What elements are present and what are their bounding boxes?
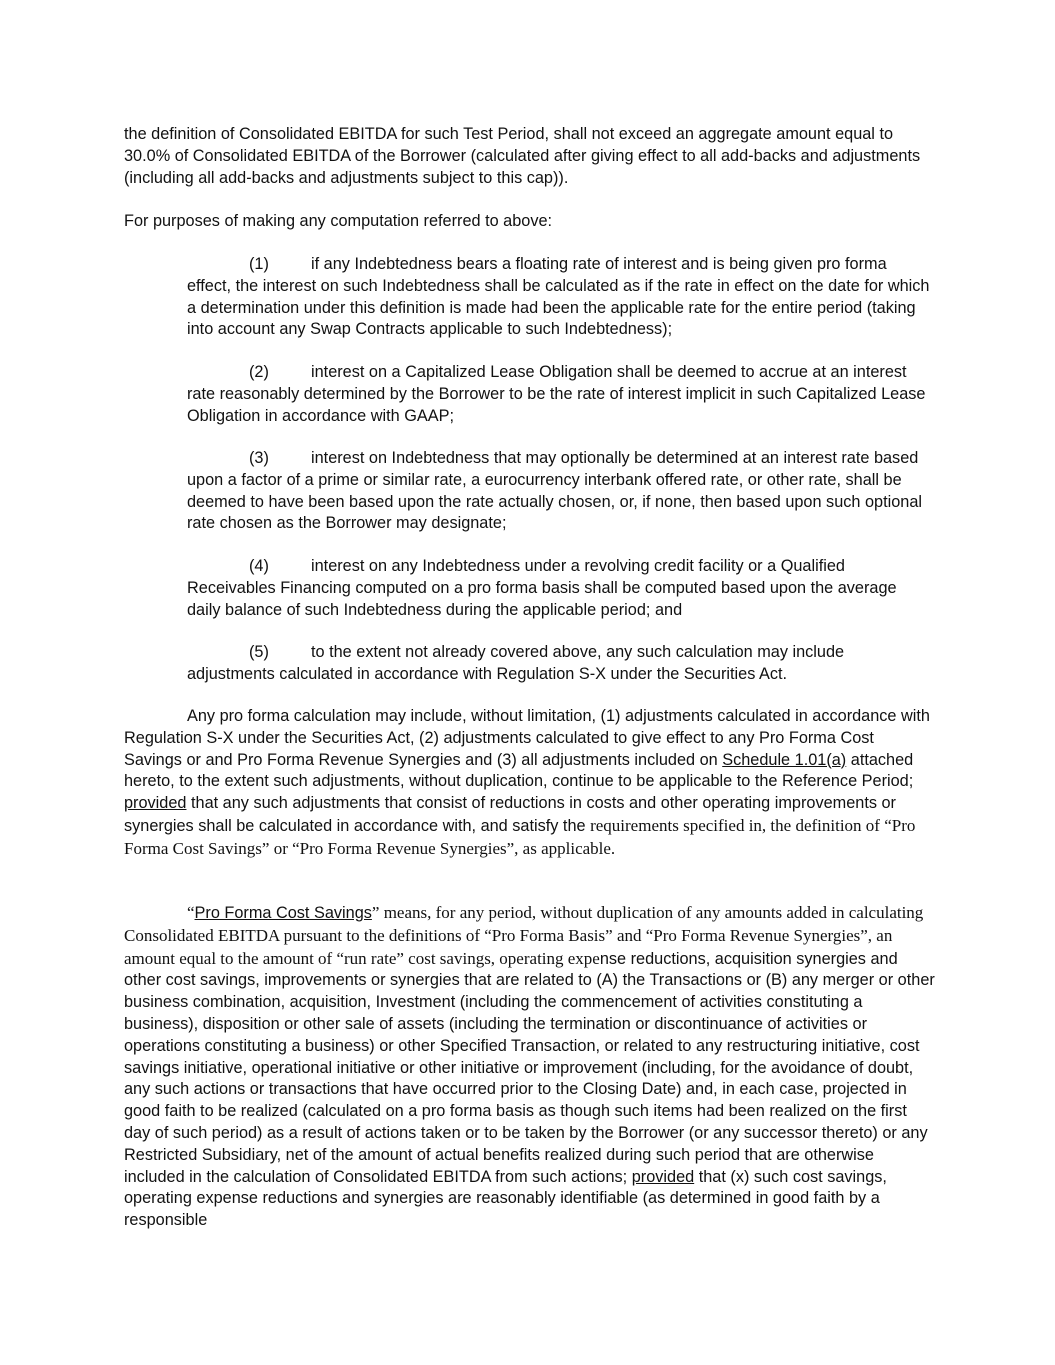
opening-paragraph: the definition of Consolidated EBITDA for such Test Period, shall not exceed an aggregate amount equal to 30.0% of Consolidated EBITDA of the Borrower (calculated after giving effect to all add-backs and adjustments (including all add-backs and adjustments subject to this cap)).: [124, 125, 921, 187]
list-item-number: (2): [249, 363, 269, 381]
list-item-number: (4): [249, 557, 269, 575]
list-item-text: to the extent not already covered above, any such calculation may include adjustments calculated in accordance with Regulation S-X under the Securities Act.: [187, 643, 845, 683]
list-item-number: (5): [249, 643, 269, 661]
defined-term: Pro Forma Cost Savings: [194, 904, 372, 922]
list-item-number: (1): [249, 255, 269, 273]
open-quote: “: [187, 903, 195, 922]
list-item-text: interest on Indebtedness that may optionally be determined at an interest rate based upon a factor of a prime or similar rate, a eurocurrency interbank offered rate, or other rate, shall be deemed to have been based upon the rate actually chosen, or, if none, then based upon such optional rate chosen as the Borrower may designate;: [187, 449, 923, 533]
list-item: [187, 448, 932, 535]
schedule-reference: Schedule 1.01(a): [722, 750, 847, 769]
list-item-text: interest on a Capitalized Lease Obligation shall be deemed to accrue at an interest rate reasonably determined by the Borrower to be the rate of interest implicit in such Capitalized Lease Obligation in accordance with GAAP;: [187, 363, 926, 425]
list-item: [187, 556, 932, 621]
paragraph-text: attached hereto, to the extent such adjustments, without duplication, continue to be applicable to the Reference Period;: [124, 750, 914, 791]
definition-text: nse reductions, acquisition synergies and other cost savings, improvements or synergies that are related to (A) the Transactions or (B) any merger or other business combination, acquisition, Investment (including the commencement of activities constituting a business), disposition or other sale of assets (including the termination or discontinuance of activities or operations constituting a business) or other Specified Transaction, or related to any restructuring initiative, cost savings initiative, operational initiative or other initiative or improvement (including, for the avoidance of doubt, any such actions or transactions that have occurred prior to the Closing Date) and, in each case, projected in good faith to be realized (calculated on a pro forma basis as though such items had been realized on the first day of such period) as a result of actions taken or to be taken by the Borrower (or any successor thereto) or any Restricted Subsidiary, net of the amount of actual benefits realized during such period that are otherwise included in the calculation of Consolidated EBITDA from such actions;: [124, 949, 935, 1186]
paragraph-text: Any pro forma calculation may include, without limitation, (1) adjustments calculated in accordance with Regulation S-X under the Securities Act, (2) adjustments calculated to give effect to any Pro Forma Cost Savings or and Pro Forma Revenue Synergies and (3) all adjustments included on: [124, 707, 930, 769]
provided-term: provided: [124, 794, 187, 813]
paragraph-text: requirements specified in, the definition of “Pro Forma Cost Savings” or “Pro Forma Revenue Synergies”, as applicable.: [124, 815, 916, 858]
list-item: [187, 642, 932, 686]
list-item-number: (3): [249, 449, 269, 467]
pro-forma-cost-savings-definition: [124, 902, 936, 1232]
list-item-text: if any Indebtedness bears a floating rate of interest and is being given pro forma effect, the interest on such Indebtedness shall be calculated as if the rate in effect on the date for which a determination under this definition is made had been the applicable rate for the entire period (taking into account any Swap Contracts applicable to such Indebtedness);: [187, 255, 930, 339]
definition-text: ” means, for any period, without duplication of any amounts added in calculating Consolidated EBITDA pursuant to the definitions of “Pro Forma Basis” and “Pro Forma Revenue Synergies”, an amount equal to the amount of “run rate” cost savings, operating expe: [124, 903, 924, 968]
pro-forma-calculation-paragraph: [124, 706, 936, 861]
list-item: [187, 362, 932, 427]
list-item-text: interest on any Indebtedness under a revolving credit facility or a Qualified Receivables Financing computed on a pro forma basis shall be computed based upon the average daily balance of such Indebtedness during the applicable period; and: [187, 557, 897, 619]
list-item: [187, 254, 932, 341]
computation-intro: For purposes of making any computation referred to above:: [124, 212, 553, 230]
definition-text: that (x) such cost savings, operating expense reductions and synergies are reasonably identifiable (as determined in good faith by a responsible: [124, 1167, 887, 1230]
paragraph-text: that any such adjustments that consist of reductions in costs and other operating improvements or synergies shall be calculated in accordance with, and satisfy the: [124, 794, 896, 835]
provided-term: provided: [631, 1167, 695, 1186]
